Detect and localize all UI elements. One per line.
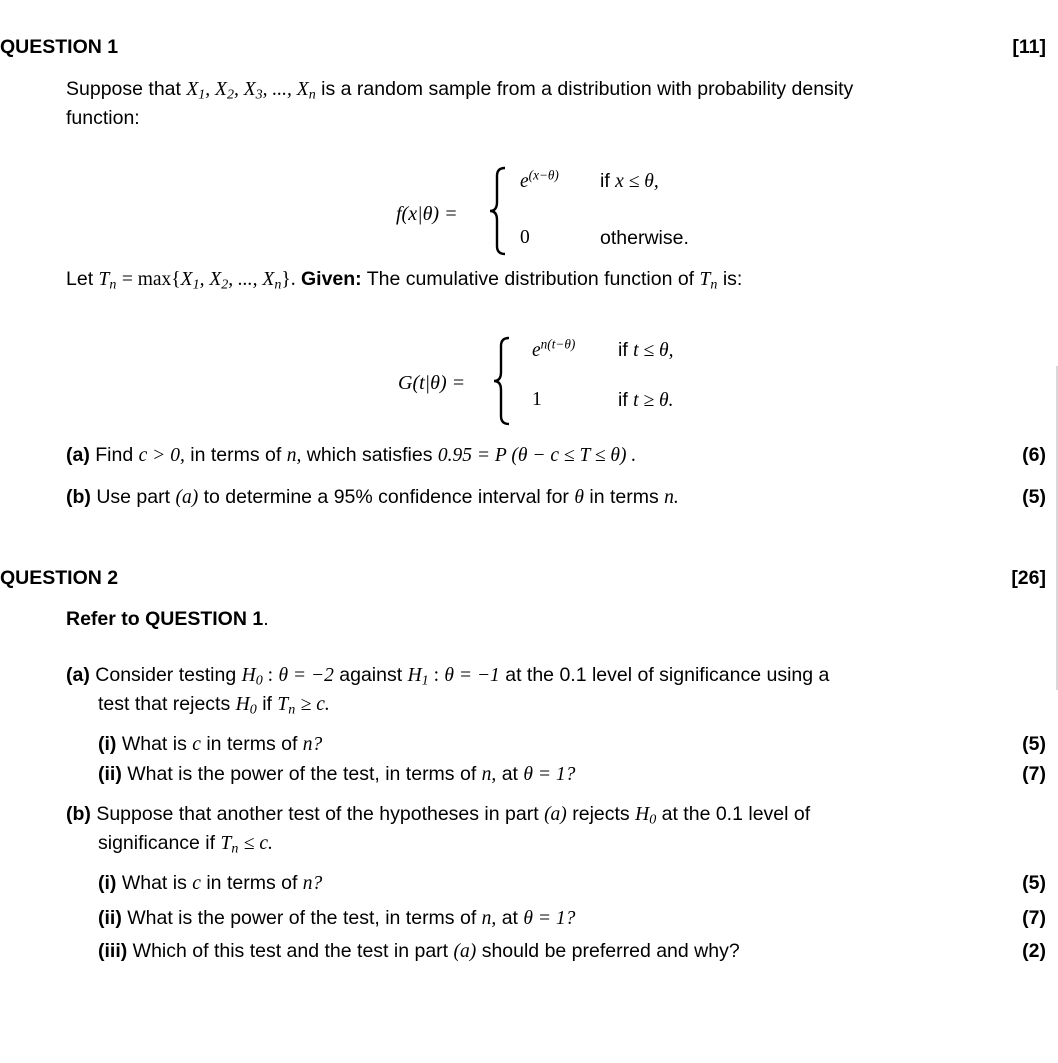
- q2-part-b-line2: significance if $T_n \le c$.: [98, 832, 273, 857]
- pdf-brace: [487, 166, 509, 256]
- q1-intro-line1: Suppose that $X_1$, $X_2$, $X_3$, ..., $X_n$ is a random sample from a distribution with probability density: [66, 78, 854, 103]
- pdf-case1-cond: if x ≤ θ,: [600, 170, 659, 192]
- q1-part-a: (a) Find c > 0, in terms of n, which satisfies 0.95 = P (θ − c ≤ T ≤ θ) .: [66, 444, 637, 466]
- q2-a-ii-marks: (7): [1022, 763, 1046, 785]
- q1-let-line: Let $T_n = \max\{X_1$, $X_2$, ..., $X_n$}. Given: The cumulative distribution function of $T_n$ is:: [66, 268, 743, 293]
- q2-b-iii-marks: (2): [1022, 940, 1046, 962]
- q1-intro-line2: function:: [66, 107, 140, 129]
- q2-part-a-line2: test that rejects $H_0$ if $T_n \ge c$.: [98, 693, 330, 718]
- q1-part-a-marks: (6): [1022, 444, 1046, 466]
- cdf-case1-cond: if t ≤ θ,: [618, 339, 674, 361]
- q2-b-iii: (iii) Which of this test and the test in part (a) should be preferred and why?: [98, 940, 740, 962]
- q2-b-ii: (ii) What is the power of the test, in terms of n, at θ = 1?: [98, 907, 576, 929]
- question-2-marks: [26]: [1011, 567, 1046, 589]
- q2-refer: Refer to QUESTION 1.: [66, 608, 269, 630]
- q2-part-a-line1: (a) Consider testing $H_0$ : θ = −2 against $H_1$ : θ = −1 at the 0.1 level of significance using a: [66, 664, 830, 689]
- cdf-case2: 1: [532, 389, 542, 410]
- q2-b-i: (i) What is c in terms of n?: [98, 872, 323, 894]
- pdf-lhs: f(x|θ) =: [396, 203, 458, 225]
- cdf-case1: $e^{n(t-\theta)}$: [532, 336, 576, 361]
- cdf-brace: [491, 336, 513, 426]
- question-2-heading: QUESTION 2: [0, 567, 119, 589]
- q2-b-i-marks: (5): [1022, 872, 1046, 894]
- q2-a-i: (i) What is c in terms of n?: [98, 733, 323, 755]
- question-1-marks: [11]: [1012, 36, 1046, 58]
- q1-part-b-marks: (5): [1022, 486, 1046, 508]
- q2-b-ii-marks: (7): [1022, 907, 1046, 929]
- cdf-lhs: G(t|θ) =: [398, 372, 466, 394]
- question-1-heading: QUESTION 1: [0, 36, 119, 58]
- pdf-case2: 0: [520, 227, 530, 248]
- q2-a-ii: (ii) What is the power of the test, in terms of n, at θ = 1?: [98, 763, 576, 785]
- q2-a-i-marks: (5): [1022, 733, 1046, 755]
- q1-part-b: (b) Use part (a) to determine a 95% confidence interval for θ in terms n.: [66, 486, 679, 508]
- pdf-case1: $e^{(x-\theta)}$: [520, 167, 559, 192]
- cdf-case2-cond: if t ≥ θ.: [618, 389, 674, 411]
- q2-part-b-line1: (b) Suppose that another test of the hypotheses in part (a) rejects $H_0$ at the 0.1 level of: [66, 803, 811, 828]
- pdf-case2-cond: otherwise.: [600, 227, 689, 249]
